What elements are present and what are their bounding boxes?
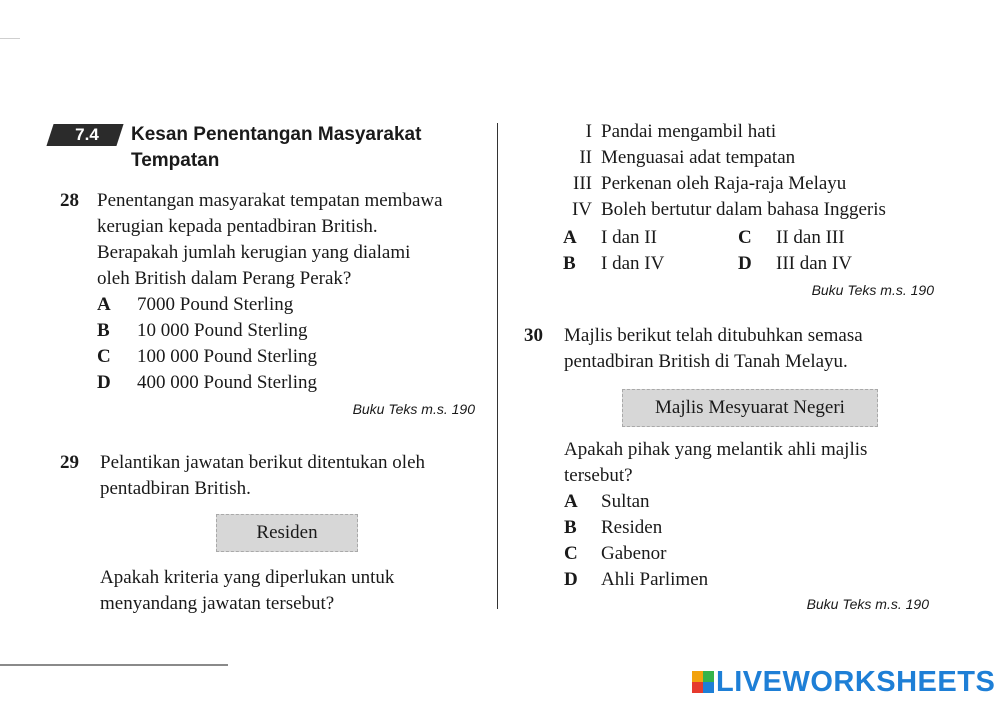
option-letter: D (738, 253, 752, 274)
question-29-line: Pelantikan jawatan berikut ditentukan oleh (100, 452, 426, 473)
roman-text: Pandai mengambil hati (601, 121, 777, 142)
roman-statement-4 (560, 197, 886, 223)
q29-residen-box: Residen (216, 514, 358, 552)
option-text: I dan II (601, 227, 657, 248)
option-text: II dan III (776, 227, 845, 248)
question-28-line: oleh British dalam Perang Perak? (97, 268, 352, 289)
option-letter: A (97, 294, 111, 315)
question-28-line: Penentangan masyarakat tempatan membawa (97, 190, 443, 211)
option-letter: C (564, 543, 578, 564)
roman-text: Menguasai adat tempatan (601, 147, 796, 168)
q28-source: Buku Teks m.s. 190 (352, 401, 475, 417)
roman-statement-3 (560, 171, 846, 197)
q30-option-a[interactable] (564, 489, 650, 515)
question-28-number: 28 (60, 190, 79, 211)
option-letter: D (97, 372, 111, 393)
question-30-line: Majlis berikut telah ditubuhkan semasa (564, 325, 863, 346)
q28-option-a[interactable] (97, 292, 293, 318)
q28-option-d[interactable] (97, 370, 317, 396)
option-text: III dan IV (776, 253, 852, 274)
q30-option-b[interactable] (564, 515, 662, 541)
option-text: Residen (601, 517, 663, 538)
option-text: 10 000 Pound Sterling (137, 320, 308, 341)
option-letter: B (563, 253, 576, 274)
roman-numeral: IV (571, 199, 592, 220)
option-text: Gabenor (601, 543, 667, 564)
roman-statement-2 (560, 145, 795, 171)
option-letter: A (564, 491, 578, 512)
option-letter: A (563, 227, 577, 248)
q30-option-d[interactable] (564, 567, 708, 593)
question-30-ask-line: tersebut? (564, 465, 633, 486)
roman-numeral: II (579, 147, 592, 168)
scan-edge-top (0, 38, 20, 39)
q30-option-c[interactable] (564, 541, 666, 567)
roman-text: Perkenan oleh Raja-raja Melayu (601, 173, 847, 194)
question-29-ask-line: menyandang jawatan tersebut? (100, 593, 335, 614)
option-letter: B (97, 320, 110, 341)
option-text: 100 000 Pound Sterling (137, 346, 317, 367)
roman-statement-1 (560, 119, 776, 145)
option-text: I dan IV (601, 253, 665, 274)
liveworksheets-logo-icon (692, 671, 714, 693)
roman-numeral: III (573, 173, 592, 194)
scan-edge-bottom (0, 664, 228, 666)
question-30-ask-line: Apakah pihak yang melantik ahli majlis (564, 439, 868, 460)
q29-source: Buku Teks m.s. 190 (811, 282, 934, 298)
question-29-number: 29 (60, 452, 79, 473)
question-29-ask-line: Apakah kriteria yang diperlukan untuk (100, 567, 395, 588)
section-title-line1: Kesan Penentangan Masyarakat (131, 124, 422, 145)
q29-option-a[interactable] (563, 225, 657, 251)
q29-option-c[interactable] (738, 225, 845, 251)
q29-option-d[interactable] (738, 251, 852, 277)
question-30-number: 30 (524, 325, 543, 346)
section-title-line2: Tempatan (131, 150, 220, 171)
option-text: Sultan (601, 491, 650, 512)
option-text: Ahli Parlimen (601, 569, 709, 590)
question-28-line: Berapakah jumlah kerugian yang dialami (97, 242, 411, 263)
option-letter: C (738, 227, 752, 248)
section-number: 7.4 (75, 125, 99, 144)
roman-numeral: I (585, 121, 592, 142)
q30-majlis-box: Majlis Mesyuarat Negeri (622, 389, 878, 427)
q29-option-b[interactable] (563, 251, 664, 277)
question-28-line: kerugian kepada pentadbiran British. (97, 216, 378, 237)
q28-option-b[interactable] (97, 318, 307, 344)
question-30-line: pentadbiran British di Tanah Melayu. (564, 351, 848, 372)
option-letter: D (564, 569, 578, 590)
q30-source: Buku Teks m.s. 190 (806, 596, 929, 612)
roman-text: Boleh bertutur dalam bahasa Inggeris (601, 199, 886, 220)
option-text: 7000 Pound Sterling (137, 294, 294, 315)
option-text: 400 000 Pound Sterling (137, 372, 317, 393)
q28-option-c[interactable] (97, 344, 317, 370)
column-divider (497, 123, 498, 609)
question-29-line: pentadbiran British. (100, 478, 251, 499)
option-letter: C (97, 346, 111, 367)
liveworksheets-logo-text[interactable]: LIVEWORKSHEETS (716, 666, 996, 698)
option-letter: B (564, 517, 577, 538)
